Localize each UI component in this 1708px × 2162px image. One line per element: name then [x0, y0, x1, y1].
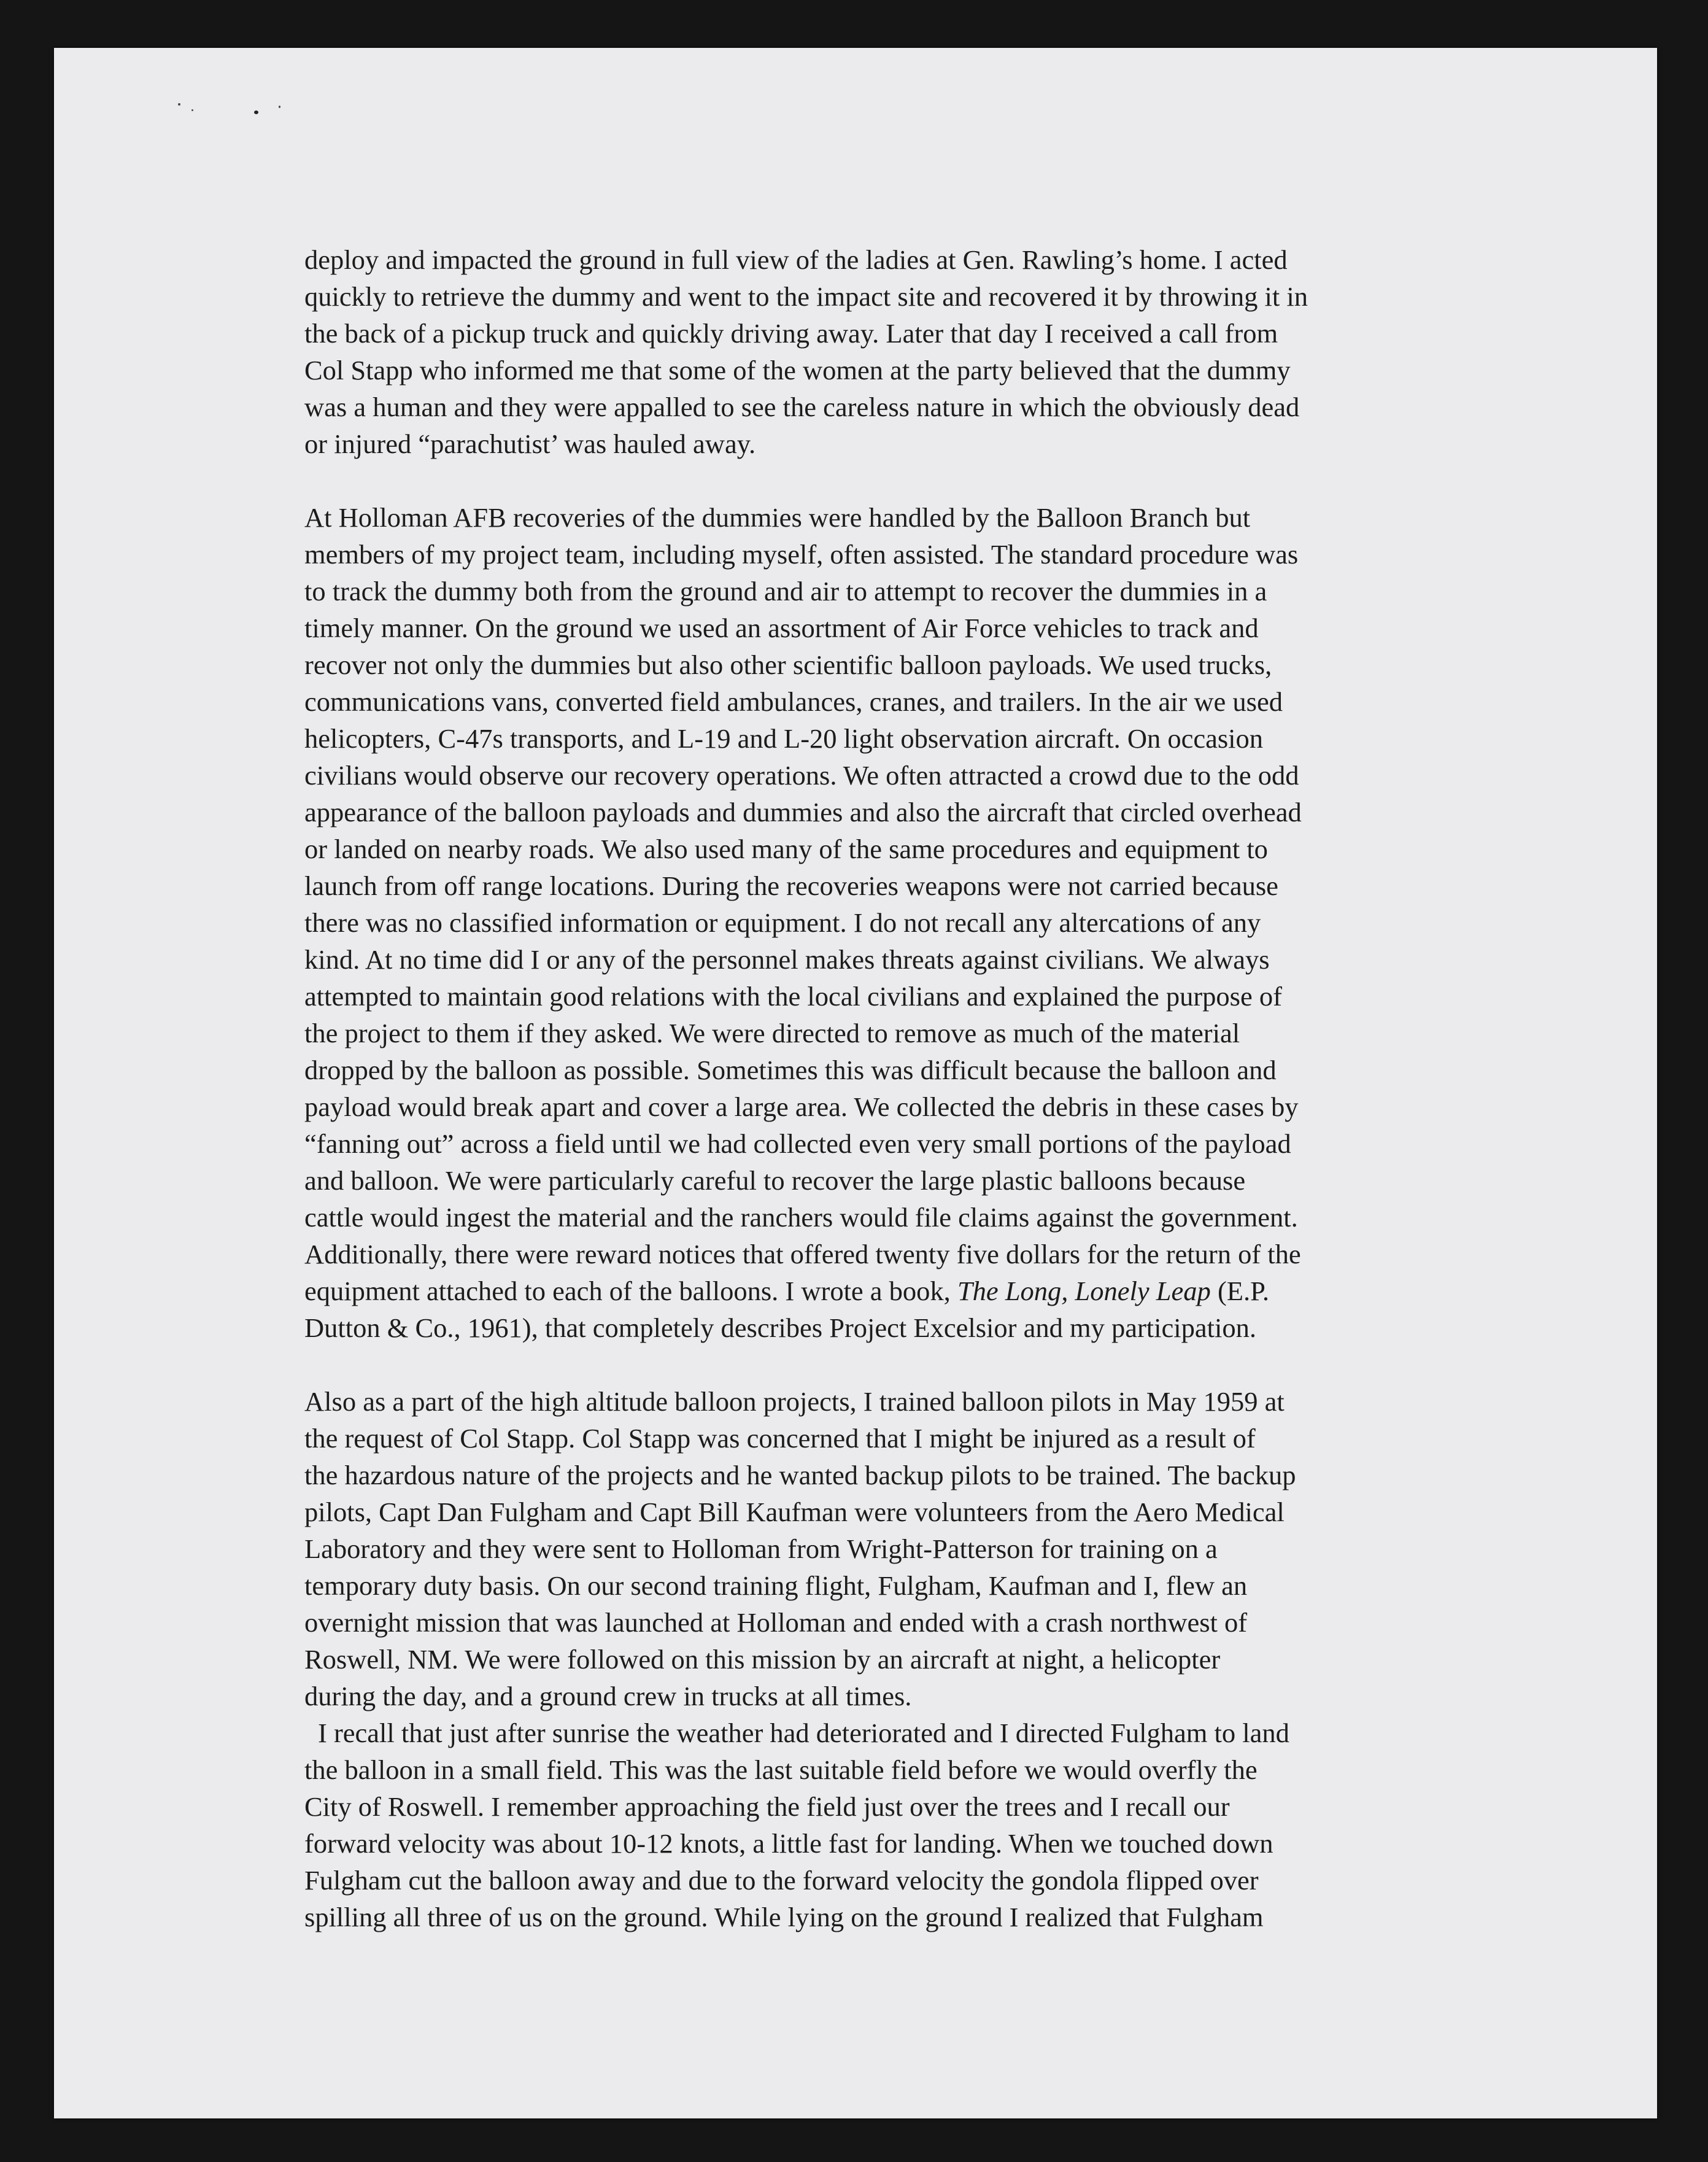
text-line: Col Stapp who informed me that some of the women at the party believed that the dummy — [304, 355, 1291, 386]
text-line: Fulgham cut the balloon away and due to the forward velocity the gondola flipped over — [304, 1865, 1259, 1896]
text-line: dropped by the balloon as possible. Sometimes this was difficult because the balloon and — [304, 1055, 1277, 1085]
text-segment: (E.P. — [1210, 1276, 1270, 1306]
paragraph — [304, 241, 1501, 462]
text-line: temporary duty basis. On our second training flight, Fulgham, Kaufman and I, flew an — [304, 1570, 1248, 1601]
text-line: forward velocity was about 10-12 knots, a little fast for landing. When we touched down — [304, 1828, 1273, 1859]
paragraph — [304, 499, 1501, 1346]
text-line: launch from off range locations. During the recoveries weapons were not carried because — [304, 870, 1278, 901]
text-line: members of my project team, including myself, often assisted. The standard procedure was — [304, 539, 1299, 570]
text-line: At Holloman AFB recoveries of the dummies were handled by the Balloon Branch but — [304, 502, 1251, 533]
text-line — [304, 1273, 1501, 1309]
text-line: payload would break apart and cover a large area. We collected the debris in these cases by — [304, 1091, 1299, 1122]
document-page — [54, 48, 1657, 2118]
paragraph-gap — [304, 1346, 1501, 1383]
text-line: the back of a pickup truck and quickly driving away. Later that day I received a call from — [304, 318, 1278, 349]
text-line: kind. At no time did I or any of the personnel makes threats against civilians. We always — [304, 944, 1270, 975]
text-line: City of Roswell. I remember approaching the field just over the trees and I recall our — [304, 1791, 1230, 1822]
text-line: helicopters, C-47s transports, and L-19 and L-20 light observation aircraft. On occasion — [304, 723, 1264, 754]
text-line: attempted to maintain good relations with the local civilians and explained the purpose of — [304, 981, 1282, 1012]
scan-speck — [178, 103, 180, 106]
scan-speck — [191, 109, 193, 111]
text-line: the balloon in a small field. This was the last suitable field before we would overfly the — [304, 1754, 1258, 1785]
text-line: during the day, and a ground crew in trucks at all times. — [304, 1681, 912, 1711]
text-line: Laboratory and they were sent to Holloman from Wright-Patterson for training on a — [304, 1533, 1218, 1564]
text-line: quickly to retrieve the dummy and went to the impact site and recovered it by throwing it in — [304, 281, 1308, 312]
text-line: I recall that just after sunrise the weather had deteriorated and I directed Fulgham to land — [318, 1718, 1289, 1748]
scan-speck — [279, 106, 280, 108]
text-line: “fanning out” across a field until we had collected even very small portions of the payload — [304, 1128, 1291, 1159]
body-text — [304, 241, 1501, 1935]
paragraph — [304, 1714, 1501, 1935]
text-segment: equipment attached to each of the balloons. I wrote a book, — [304, 1276, 957, 1306]
text-line: Dutton & Co., 1961), that completely describes Project Excelsior and my participation. — [304, 1312, 1256, 1343]
text-line: pilots, Capt Dan Fulgham and Capt Bill Kaufman were volunteers from the Aero Medical — [304, 1497, 1285, 1527]
book-title: The Long, Lonely Leap — [957, 1276, 1211, 1306]
text-line: appearance of the balloon payloads and dummies and also the aircraft that circled overhead — [304, 797, 1302, 827]
text-line: communications vans, converted field ambulances, cranes, and trailers. In the air we used — [304, 686, 1283, 717]
text-line: was a human and they were appalled to see the careless nature in which the obviously dead — [304, 392, 1300, 422]
text-line: recover not only the dummies but also other scientific balloon payloads. We used trucks, — [304, 649, 1272, 680]
text-line: spilling all three of us on the ground. While lying on the ground I realized that Fulgham — [304, 1902, 1264, 1932]
text-line: the request of Col Stapp. Col Stapp was concerned that I might be injured as a result of — [304, 1423, 1256, 1454]
text-line: cattle would ingest the material and the ranchers would file claims against the government. — [304, 1202, 1298, 1233]
text-line: or landed on nearby roads. We also used many of the same procedures and equipment to — [304, 834, 1268, 864]
scan-specks — [134, 97, 257, 122]
text-line: to track the dummy both from the ground and air to attempt to recover the dummies in a — [304, 576, 1267, 606]
text-line: civilians would observe our recovery operations. We often attracted a crowd due to the odd — [304, 760, 1299, 791]
text-line: timely manner. On the ground we used an assortment of Air Force vehicles to track and — [304, 613, 1259, 643]
paragraph — [304, 1383, 1501, 1714]
text-line: deploy and impacted the ground in full view of the ladies at Gen. Rawling’s home. I acted — [304, 244, 1288, 275]
text-line: Also as a part of the high altitude balloon projects, I trained balloon pilots in May 1959 at — [304, 1386, 1285, 1417]
text-line: the project to them if they asked. We were directed to remove as much of the material — [304, 1018, 1240, 1048]
text-line: Roswell, NM. We were followed on this mission by an aircraft at night, a helicopter — [304, 1644, 1221, 1675]
text-line: overnight mission that was launched at Holloman and ended with a crash northwest of — [304, 1607, 1248, 1638]
text-line: Additionally, there were reward notices that offered twenty five dollars for the return of the — [304, 1239, 1301, 1269]
paragraph-gap — [304, 462, 1501, 499]
text-line: and balloon. We were particularly careful to recover the large plastic balloons because — [304, 1165, 1246, 1196]
text-line: the hazardous nature of the projects and he wanted backup pilots to be trained. The backup — [304, 1460, 1296, 1490]
text-line: there was no classified information or equipment. I do not recall any altercations of any — [304, 907, 1261, 938]
scan-speck — [254, 110, 258, 114]
text-line: or injured “parachutist’ was hauled away. — [304, 428, 756, 459]
